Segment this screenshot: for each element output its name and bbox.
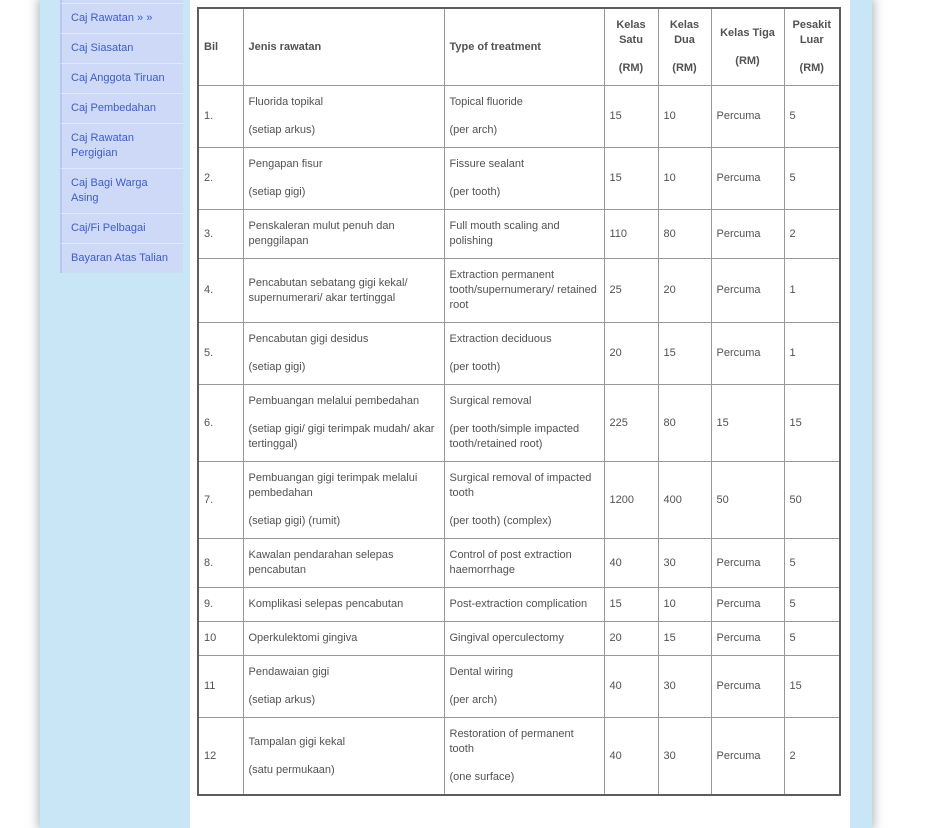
- cell-bil: 6.: [198, 385, 243, 462]
- table-row: [198, 86, 840, 148]
- cell-kelas-dua: 30: [658, 656, 711, 718]
- cell-kelas-tiga: Percuma: [711, 718, 784, 796]
- col-header-label: Kelas Satu: [616, 19, 646, 46]
- cell-pesakit-luar: 2: [784, 210, 840, 259]
- col-header-jenis-rawatan: [243, 8, 444, 86]
- cell-kelas-dua: 20: [658, 259, 711, 323]
- cell-pesakit-luar: 15: [784, 385, 840, 462]
- cell-kelas-dua: 80: [658, 210, 711, 259]
- cell-pesakit-luar: 5: [784, 622, 840, 656]
- cell-kelas-satu: 25: [604, 259, 658, 323]
- cell-line: Pengapan fisur: [248, 158, 323, 170]
- sidebar-item-caj-bagi-warga-asing[interactable]: Caj Bagi Warga Asing: [60, 168, 183, 213]
- page-background: [40, 0, 872, 828]
- cell-line: Pembuangan melalui pembedahan: [248, 395, 420, 407]
- col-header-unit: (RM): [799, 62, 824, 74]
- cell-type-of-treatment: [444, 588, 604, 622]
- table-row: [198, 148, 840, 210]
- cell-bil: 2.: [198, 148, 243, 210]
- cell-kelas-dua: 30: [658, 539, 711, 588]
- col-header-pesakit-luar: [784, 8, 840, 86]
- cell-bil: 11: [198, 656, 243, 718]
- cell-line: Kawalan pendarahan selepas pencabutan: [248, 549, 394, 576]
- sidebar-menu: [60, 0, 183, 273]
- sidebar-item-caj-rawatan[interactable]: Caj Rawatan » »: [60, 3, 183, 33]
- cell-line: Post-extraction complication: [449, 598, 588, 610]
- cell-kelas-dua: 10: [658, 86, 711, 148]
- cell-bil: 10: [198, 622, 243, 656]
- cell-jenis-rawatan: [243, 385, 444, 462]
- cell-bil: 9.: [198, 588, 243, 622]
- table-header-row: [198, 8, 840, 86]
- sidebar-item-caj-pembedahan[interactable]: Caj Pembedahan: [60, 93, 183, 123]
- cell-line: Komplikasi selepas pencabutan: [248, 598, 404, 610]
- cell-type-of-treatment: [444, 622, 604, 656]
- col-header-kelas-dua: [658, 8, 711, 86]
- table-row: [198, 718, 840, 796]
- content-area: [190, 0, 850, 828]
- cell-kelas-tiga: Percuma: [711, 588, 784, 622]
- table-row: [198, 462, 840, 539]
- cell-kelas-satu: 110: [604, 210, 658, 259]
- table-row: [198, 539, 840, 588]
- cell-bil: 8.: [198, 539, 243, 588]
- cell-line: (per tooth): [449, 186, 501, 198]
- cell-kelas-tiga: 50: [711, 462, 784, 539]
- cell-line: Gingival operculectomy: [449, 632, 564, 644]
- cell-kelas-satu: 15: [604, 86, 658, 148]
- cell-kelas-dua: 80: [658, 385, 711, 462]
- col-header-unit: (RM): [672, 62, 697, 74]
- cell-kelas-satu: 225: [604, 385, 658, 462]
- cell-bil: 5.: [198, 323, 243, 385]
- cell-line: Dental wiring: [449, 666, 514, 678]
- table-row: [198, 588, 840, 622]
- cell-pesakit-luar: 1: [784, 259, 840, 323]
- sidebar-item-caj-fi-pelbagai[interactable]: Caj/Fi Pelbagai: [60, 213, 183, 243]
- cell-line: Pendawaian gigi: [248, 666, 330, 678]
- cell-line: (satu permukaan): [248, 763, 335, 776]
- table-body: [198, 86, 840, 796]
- col-header-bil: [198, 8, 243, 86]
- cell-line: (per arch): [449, 694, 498, 706]
- cell-jenis-rawatan: [243, 588, 444, 622]
- cell-line: (per arch): [449, 124, 498, 136]
- table-row: [198, 656, 840, 718]
- cell-kelas-tiga: 15: [711, 385, 784, 462]
- col-header-label: Jenis rawatan: [248, 40, 322, 53]
- cell-line: (per tooth): [449, 361, 501, 373]
- table-row: [198, 323, 840, 385]
- cell-line: Penskaleran mulut penuh dan penggilapan: [248, 220, 395, 247]
- cell-kelas-satu: 40: [604, 718, 658, 796]
- col-header-kelas-tiga: [711, 8, 784, 86]
- cell-kelas-tiga: Percuma: [711, 148, 784, 210]
- treatment-fees-table: [197, 7, 841, 796]
- cell-pesakit-luar: 15: [784, 656, 840, 718]
- cell-bil: 12: [198, 718, 243, 796]
- cell-line: (setiap gigi) (rumit): [248, 515, 341, 527]
- cell-line: (per tooth) (complex): [449, 515, 552, 527]
- col-header-unit: (RM): [618, 62, 644, 74]
- cell-kelas-dua: 15: [658, 323, 711, 385]
- cell-type-of-treatment: [444, 323, 604, 385]
- cell-bil: 7.: [198, 462, 243, 539]
- cell-line: Surgical removal of impacted tooth: [449, 472, 592, 499]
- cell-line: Pencabutan sebatang gigi kekal/ supernumerari/ akar tertinggal: [248, 276, 408, 304]
- cell-jenis-rawatan: [243, 148, 444, 210]
- cell-kelas-tiga: Percuma: [711, 86, 784, 148]
- cell-type-of-treatment: [444, 86, 604, 148]
- cell-jenis-rawatan: [243, 323, 444, 385]
- cell-jenis-rawatan: [243, 86, 444, 148]
- cell-kelas-tiga: Percuma: [711, 539, 784, 588]
- cell-pesakit-luar: 50: [784, 462, 840, 539]
- cell-line: Pembuangan gigi terimpak melalui pembedahan: [248, 472, 418, 499]
- cell-kelas-satu: 20: [604, 323, 658, 385]
- cell-type-of-treatment: [444, 656, 604, 718]
- cell-line: Control of post extraction haemorrhage: [449, 549, 572, 576]
- sidebar-item-caj-rawatan-pergigian[interactable]: Caj Rawatan Pergigian: [60, 123, 183, 168]
- cell-line: Fissure sealant: [449, 158, 525, 170]
- cell-line: (setiap gigi/ gigi terimpak mudah/ akar tertinggal): [248, 423, 435, 450]
- cell-pesakit-luar: 5: [784, 148, 840, 210]
- table-row: [198, 259, 840, 323]
- col-header-kelas-satu: [604, 8, 658, 86]
- cell-line: Surgical removal: [449, 395, 532, 407]
- table-row: [198, 210, 840, 259]
- table-row: [198, 385, 840, 462]
- cell-jenis-rawatan: [243, 656, 444, 718]
- cell-bil: 3.: [198, 210, 243, 259]
- cell-line: Operkulektomi gingiva: [248, 632, 358, 644]
- cell-line: (one surface): [449, 771, 515, 783]
- cell-line: (setiap gigi): [248, 186, 306, 198]
- sidebar-item-bayaran-atas-talian[interactable]: Bayaran Atas Talian: [60, 243, 183, 273]
- col-header-label: Type of treatment: [449, 40, 541, 53]
- cell-line: Fluorida topikal: [248, 96, 324, 108]
- cell-line: Full mouth scaling and polishing: [449, 220, 560, 247]
- cell-pesakit-luar: 2: [784, 718, 840, 796]
- sidebar-item-caj-anggota-tiruan[interactable]: Caj Anggota Tiruan: [60, 63, 183, 93]
- cell-type-of-treatment: [444, 718, 604, 796]
- cell-kelas-tiga: Percuma: [711, 210, 784, 259]
- cell-pesakit-luar: 5: [784, 539, 840, 588]
- table-row: [198, 622, 840, 656]
- cell-kelas-tiga: Percuma: [711, 259, 784, 323]
- cell-pesakit-luar: 1: [784, 323, 840, 385]
- sidebar-item-caj-siasatan[interactable]: Caj Siasatan: [60, 33, 183, 63]
- cell-bil: 1.: [198, 86, 243, 148]
- cell-bil: 4.: [198, 259, 243, 323]
- cell-kelas-satu: 40: [604, 656, 658, 718]
- cell-line: Extraction permanent tooth/supernumerary/ retained root: [449, 269, 597, 311]
- cell-kelas-satu: 1200: [604, 462, 658, 539]
- cell-jenis-rawatan: [243, 210, 444, 259]
- cell-type-of-treatment: [444, 148, 604, 210]
- cell-type-of-treatment: [444, 539, 604, 588]
- cell-jenis-rawatan: [243, 539, 444, 588]
- cell-kelas-tiga: Percuma: [711, 323, 784, 385]
- cell-line: Topical fluoride: [449, 96, 523, 108]
- cell-jenis-rawatan: [243, 718, 444, 796]
- cell-kelas-satu: 40: [604, 539, 658, 588]
- cell-line: Tampalan gigi kekal: [248, 735, 346, 748]
- cell-type-of-treatment: [444, 385, 604, 462]
- cell-type-of-treatment: [444, 462, 604, 539]
- cell-jenis-rawatan: [243, 462, 444, 539]
- cell-kelas-satu: 15: [604, 588, 658, 622]
- cell-pesakit-luar: 5: [784, 588, 840, 622]
- cell-line: Pencabutan gigi desidus: [248, 333, 369, 345]
- cell-type-of-treatment: [444, 259, 604, 323]
- cell-kelas-dua: 10: [658, 588, 711, 622]
- col-header-label: Bil: [204, 40, 219, 53]
- cell-pesakit-luar: 5: [784, 86, 840, 148]
- cell-line: (setiap gigi): [248, 361, 306, 373]
- cell-line: Extraction deciduous: [449, 333, 552, 345]
- cell-line: (setiap arkus): [248, 124, 316, 136]
- table-header: [198, 8, 840, 86]
- cell-kelas-dua: 30: [658, 718, 711, 796]
- cell-line: Restoration of permanent tooth: [449, 728, 574, 755]
- col-header-label: Kelas Tiga: [720, 26, 775, 39]
- col-header-label: Kelas Dua: [669, 19, 700, 46]
- col-header-label: Pesakit Luar: [792, 19, 832, 46]
- cell-jenis-rawatan: [243, 622, 444, 656]
- cell-kelas-tiga: Percuma: [711, 656, 784, 718]
- cell-kelas-satu: 20: [604, 622, 658, 656]
- cell-jenis-rawatan: [243, 259, 444, 323]
- cell-kelas-dua: 15: [658, 622, 711, 656]
- cell-kelas-dua: 400: [658, 462, 711, 539]
- cell-kelas-dua: 10: [658, 148, 711, 210]
- col-header-type-of-treatment: [444, 8, 604, 86]
- cell-type-of-treatment: [444, 210, 604, 259]
- cell-line: (setiap arkus): [248, 694, 316, 706]
- cell-line: (per tooth/simple impacted tooth/retained root): [449, 423, 580, 450]
- col-header-unit: (RM): [735, 54, 760, 67]
- cell-kelas-tiga: Percuma: [711, 622, 784, 656]
- cell-kelas-satu: 15: [604, 148, 658, 210]
